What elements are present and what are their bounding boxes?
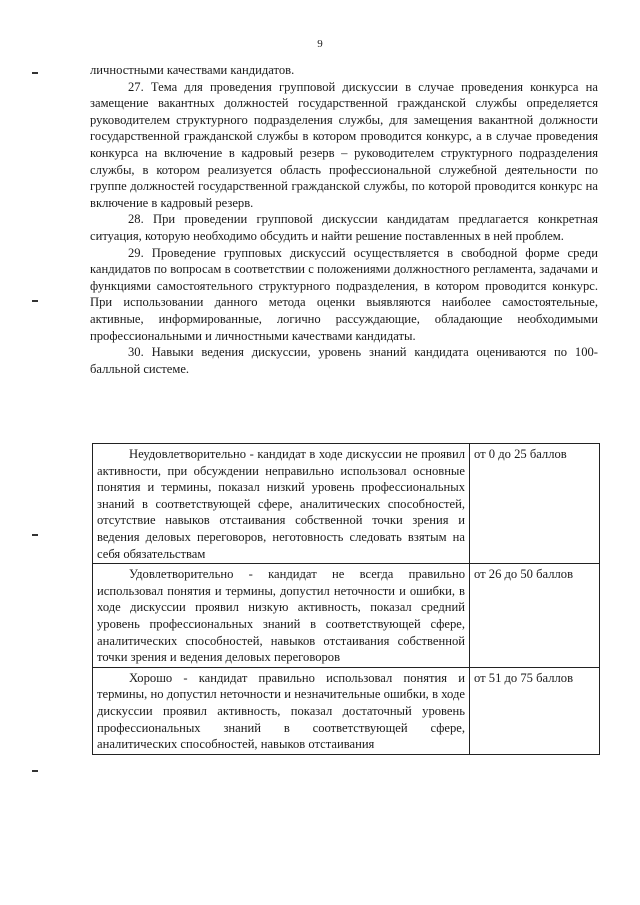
- scan-artifact-mark: [32, 72, 38, 74]
- grade-description-cell: [93, 564, 470, 668]
- table-row: [93, 444, 600, 564]
- grade-description-cell: [93, 667, 470, 754]
- grade-description-cell: [93, 444, 470, 564]
- grade-score-cell: от 26 до 50 баллов: [470, 564, 600, 668]
- table-row: [93, 564, 600, 668]
- page-number: 9: [317, 38, 323, 50]
- paragraph-29: 29. Проведение групповых дискуссий осуществляется в свободной форме среди кандидатов по вопросам в соответствии с положениями должностного регламента, задачами и функциями самостоятельного структурного подразделения, в котором проводится конкурс. При использовании данного метода оценки выявляются наиболее самостоятельные, активные, информированные, логично рассуждающие, обладающие необходимыми профессиональными и личностными качествами кандидаты.: [90, 245, 598, 343]
- grade-description: Хорошо - кандидат правильно использовал понятия и термины, но допустил неточности и незначительные ошибки, в ходе дискуссии проявил активность, показал достаточный уровень профессиональных знаний в соответствующей сфере, аналитических способностей, навыков отстаивания: [97, 670, 465, 752]
- paragraph-28: 28. При проведении групповой дискуссии кандидатам предлагается конкретная ситуация, которую необходимо обсудить и найти решение поставленных в ней проблем.: [90, 212, 598, 243]
- paragraph-30: 30. Навыки ведения дискуссии, уровень знаний кандидата оцениваются по 100-балльной системе.: [90, 345, 598, 376]
- paragraph-27: 27. Тема для проведения групповой дискуссии в случае проведения конкурса на замещение вакантных должностей государственной гражданской службы определяется руководителем структурного подразделения службы, для замещения вакантной должности государственной гражданской службы в котором проводится конкурс, а в случае проведения конкурса на включение в кадровый резерв – руководителем структурного подразделения службы, в котором реализуется область профессиональной служебной деятельности по группе должностей государственной гражданской службы, по которой проводится конкурс на включение в кадровый резерв.: [90, 79, 598, 210]
- scan-artifact-mark: [32, 770, 38, 772]
- paragraph-continuation: личностными качествами кандидатов.: [90, 63, 295, 77]
- grading-table: [92, 443, 600, 755]
- scan-artifact-mark: [32, 534, 38, 536]
- grade-score-cell: от 0 до 25 баллов: [470, 444, 600, 564]
- scan-artifact-mark: [32, 300, 38, 302]
- grade-score-cell: от 51 до 75 баллов: [470, 667, 600, 754]
- grade-description: Неудовлетворительно - кандидат в ходе дискуссии не проявил активности, при обсуждении неправильно использовал основные понятия и термины, показал низкий уровень профессиональных знаний в соответствующей сфере, аналитических способностей, отсутствие навыков отстаивания собственной точки зрения и ведения деловых переговоров, неготовность следовать взятым на себя обязательствам: [97, 447, 465, 561]
- table-row: [93, 667, 600, 754]
- document-body: [90, 62, 598, 377]
- grade-description: Удовлетворительно - кандидат не всегда правильно использовал понятия и термины, допустил неточности и ошибки, в ходе дискуссии проявил низкую активность, показал средний уровень профессиональных знаний в соответствующей сфере, аналитических способностей, навыков отстаивания собственной точки зрения и ведения деловых переговоров: [97, 567, 465, 665]
